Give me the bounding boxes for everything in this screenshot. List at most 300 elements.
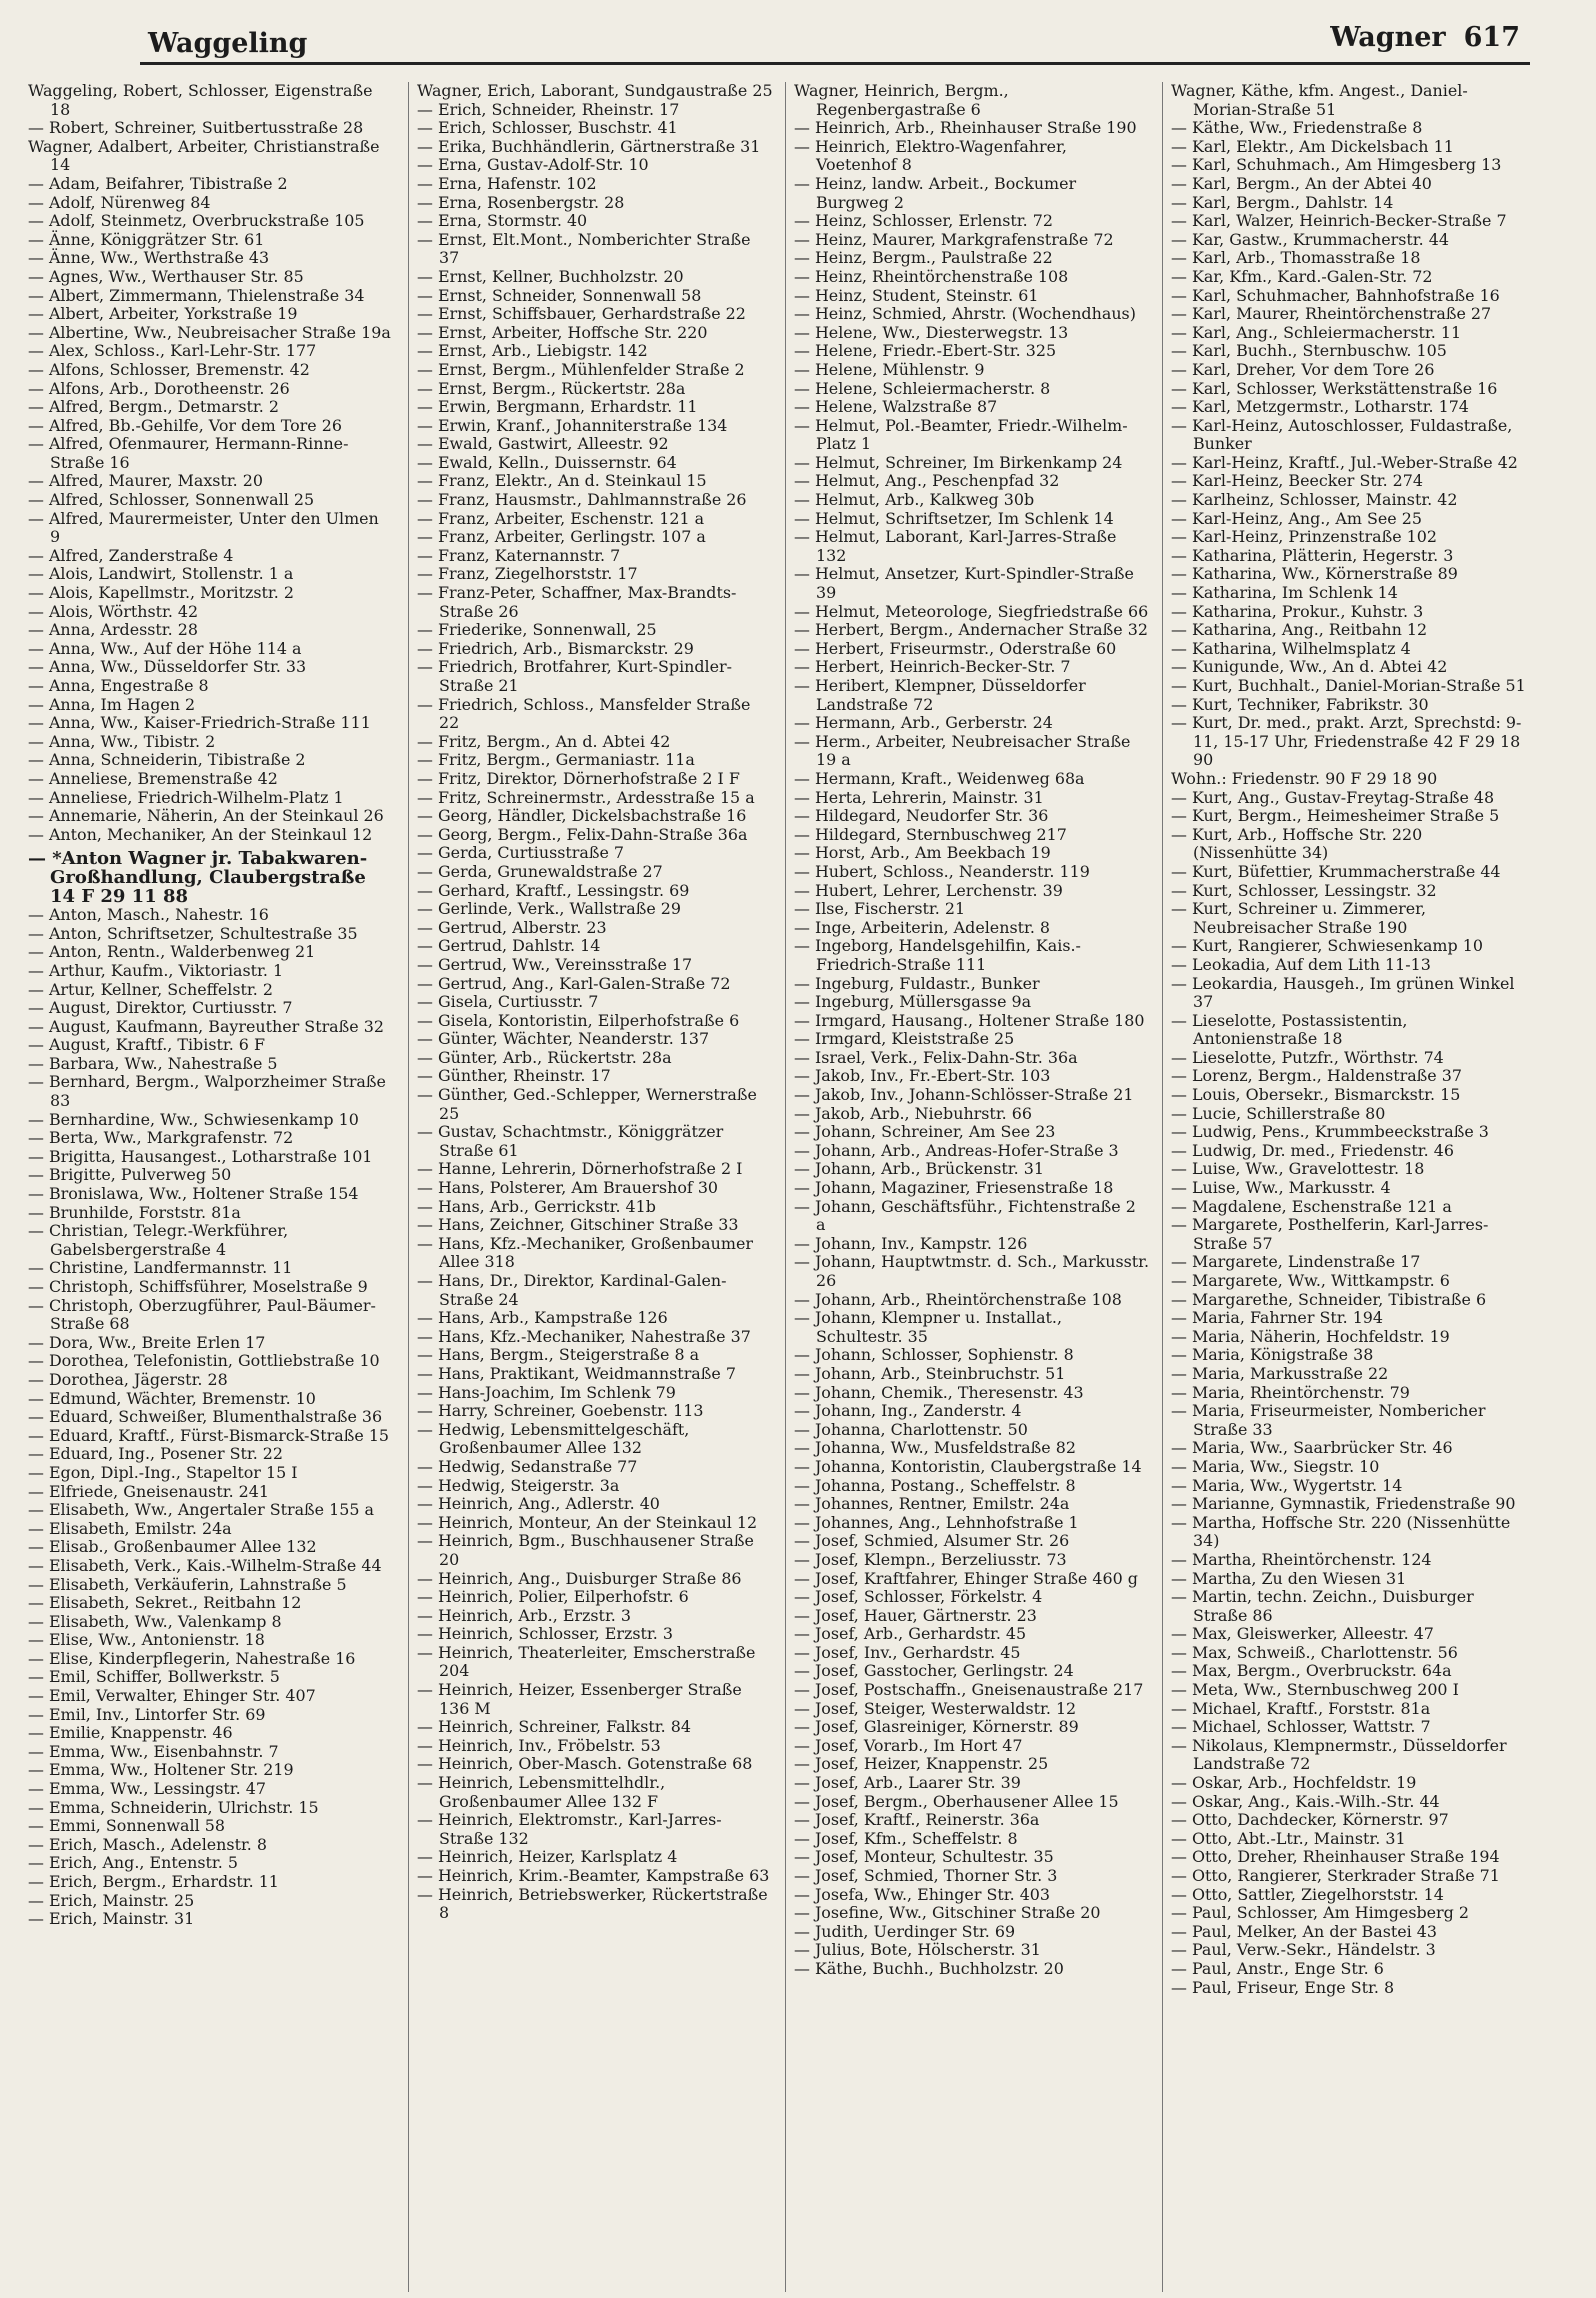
directory-entry: — Josef, Kfm., Scheffelstr. 8 [794,1828,1018,1848]
directory-entry: — Josef, Schmied, Alsumer Str. 26 [794,1531,1070,1551]
directory-entry: — Erwin, Kranf., Johanniterstraße 134 [417,415,728,435]
column-4 [1162,82,1531,2292]
directory-entry: — Alfons, Arb., Dorotheenstr. 26 [28,378,290,398]
directory-entry: — Berta, Ww., Markgrafenstr. 72 [28,1128,294,1148]
directory-entry: — Erich, Schneider, Rheinstr. 17 [417,99,680,119]
directory-entry: — Johannes, Ang., Lehnhofstraße 1 [794,1512,1079,1532]
directory-entry: — Christoph, Oberzugführer, Paul-Bäumer-Straße 68 [28,1295,376,1334]
directory-entry: — Josefa, Ww., Ehinger Str. 403 [794,1884,1051,1904]
directory-entry: — Hans, Zeichner, Gitschiner Straße 33 [417,1215,739,1235]
directory-entry: — Annemarie, Näherin, An der Steinkaul 26 [28,806,384,826]
directory-entry: — Emma, Ww., Lessingstr. 47 [28,1779,266,1799]
directory-entry: — Günther, Rheinstr. 17 [417,1066,611,1086]
directory-entry: — Heinrich, Polier, Eilperhofstr. 6 [417,1587,689,1607]
directory-entry: — Elisab., Großenbaumer Allee 132 [28,1537,317,1557]
directory-entry: — Gustav, Schachtmstr., Königgrätzer Straße 61 [417,1122,724,1160]
directory-entry: — Hans, Bergm., Steigerstraße 8 a [417,1345,700,1365]
directory-entry: — Max, Bergm., Overbruckstr. 64a [1171,1661,1452,1681]
directory-entry: — Emmi, Sonnenwall 58 [28,1816,225,1836]
directory-entry: — Martha, Hoffsche Str. 220 (Nissenhütte 34) [1171,1512,1511,1551]
directory-entry: — Jakob, Inv., Fr.-Ebert-Str. 103 [794,1066,1051,1086]
directory-entry: — Ilse, Fischerstr. 21 [794,899,966,919]
directory-entry: — Anna, Im Hagen 2 [28,694,196,714]
directory-entry: — Herbert, Friseurmstr., Oderstraße 60 [794,638,1117,658]
directory-entry: — Otto, Sattler, Ziegelhorststr. 14 [1171,1884,1444,1904]
directory-entry: — Anneliese, Bremenstraße 42 [28,768,278,788]
directory-entry: — August, Kraftf., Tibistr. 6 F [28,1035,265,1055]
directory-entry: — Georg, Händler, Dickelsbachstraße 16 [417,806,747,826]
directory-entry: — Katharina, Wilhelmsplatz 4 [1171,638,1411,658]
directory-entry: — Leokardia, Hausgeh., Im grünen Winkel 37 [1171,973,1515,1012]
directory-entry: — Josef, Heizer, Knappenstr. 25 [794,1754,1049,1774]
directory-entry: — Ernst, Arb., Liebigstr. 142 [417,341,648,361]
directory-entry: — Israel, Verk., Felix-Dahn-Str. 36a [794,1047,1078,1067]
directory-entry: — Josef, Arb., Gerhardstr. 45 [794,1624,1027,1644]
directory-entry: — Heribert, Klempner, Düsseldorfer Landstraße 72 [794,676,1086,714]
directory-entry: — Albert, Arbeiter, Yorkstraße 19 [28,304,298,324]
directory-entry: — Margarete, Posthelferin, Karl-Jarres-Straße 57 [1171,1215,1489,1253]
directory-entry: — Gertrud, Alberstr. 23 [417,917,607,937]
directory-entry: — Kurt, Schreiner u. Zimmerer, Neubreisacher Straße 190 [1171,899,1427,937]
directory-entry: — Maria, Näherin, Hochfeldstr. 19 [1171,1326,1450,1346]
directory-entry: — Gerda, Curtiusstraße 7 [417,843,625,863]
directory-entry: — Maria, Ww., Wygertstr. 14 [1171,1475,1403,1495]
directory-entry: — Johann, Arb., Rheintörchenstraße 108 [794,1289,1122,1309]
directory-entry: — Hans, Kfz.-Mechaniker, Nahestraße 37 [417,1326,751,1346]
directory-entry: — Karl, Walzer, Heinrich-Becker-Straße 7 [1171,211,1507,231]
directory-entry: — Johann, Chemik., Theresenstr. 43 [794,1382,1084,1402]
directory-entry: — Josef, Vorarb., Im Hort 47 [794,1735,1023,1755]
directory-entry: — Elise, Kinderpflegerin, Nahestraße 16 [28,1648,356,1668]
directory-entry: — Helmut, Ansetzer, Kurt-Spindler-Straße 39 [794,564,1134,603]
directory-entry: — Johann, Magaziner, Friesenstraße 18 [794,1178,1114,1198]
directory-entry: — Hermann, Arb., Gerberstr. 24 [794,713,1053,733]
directory-entry: — Otto, Dreher, Rheinhauser Straße 194 [1171,1847,1500,1867]
directory-entry: — Margarete, Ww., Wittkampstr. 6 [1171,1271,1450,1290]
directory-entry: — Ewald, Kelln., Duissernstr. 64 [417,452,677,472]
directory-entry: — Brigitte, Pulverweg 50 [28,1165,232,1185]
directory-entry: — Johann, Geschäftsführ., Fichtenstraße 2 a [794,1196,1136,1235]
directory-entry: — Karl, Ang., Schleiermacherstr. 11 [1171,322,1462,342]
directory-entry: — Franz, Arbeiter, Eschenstr. 121 a [417,508,705,528]
directory-entry: — Anton, Schriftsetzer, Schultestraße 35 [28,923,358,943]
directory-entry: — Kar, Kfm., Kard.-Galen-Str. 72 [1171,266,1433,286]
directory-entry: — Dorothea, Telefonistin, Gottliebstraße 10 [28,1351,380,1371]
directory-entry: — Fritz, Bergm., An d. Abtei 42 [417,731,671,751]
directory-entry: — Heinrich, Elektro-Wagenfahrer, Voetenhof 8 [794,136,1067,175]
directory-entry: — Emma, Schneiderin, Ulrichstr. 15 [28,1797,319,1817]
directory-entry: — Heinz, Student, Steinstr. 61 [794,285,1039,305]
directory-entry: — Helene, Ww., Diesterwegstr. 13 [794,322,1069,342]
directory-entry: — Erika, Buchhändlerin, Gärtnerstraße 31 [417,136,761,156]
directory-entry: — Luise, Ww., Markusstr. 4 [1171,1178,1391,1198]
directory-entry: — Ingeborg, Handelsgehilfin, Kais.-Friedrich-Straße 111 [794,936,1081,974]
directory-entry: — Max, Gleiswerker, Alleestr. 47 [1171,1624,1434,1644]
directory-entry: — Michael, Kraftf., Forststr. 81a [1171,1698,1431,1718]
directory-entry: — Maria, Friseurmeister, Nombericher Straße 33 [1171,1401,1486,1439]
directory-entry: — Erna, Hafenstr. 102 [417,173,597,193]
directory-entry: — Hans, Praktikant, Weidmannstraße 7 [417,1363,736,1383]
directory-entry: — Heinrich, Heizer, Karlsplatz 4 [417,1847,678,1867]
directory-entry: — Ewald, Gastwirt, Alleestr. 92 [417,434,669,454]
directory-entry: — Johanna, Ww., Musfeldstraße 82 [794,1438,1076,1458]
directory-entry: — Helmut, Schreiner, Im Birkenkamp 24 [794,452,1123,472]
directory-entry: — Hans, Polsterer, Am Brauershof 30 [417,1178,719,1198]
directory-entry: — Hermann, Kraft., Weidenweg 68a [794,768,1085,788]
directory-entry: — Paul, Melker, An der Bastei 43 [1171,1921,1437,1941]
directory-entry: — Emil, Schiffer, Bollwerkstr. 5 [28,1667,280,1687]
directory-entry: — Hans, Kfz.-Mechaniker, Großenbaumer Allee 318 [417,1233,753,1272]
directory-entry: — Dorothea, Jägerstr. 28 [28,1369,228,1389]
directory-entry: — Kurt, Bergm., Heimesheimer Straße 5 [1171,806,1500,826]
directory-entry: Wagner, Käthe, kfm. Angest., Daniel-Morian-Straße 51 [1171,82,1468,119]
directory-entry: — Josef, Schlosser, Förkelstr. 4 [794,1587,1043,1607]
directory-entry: — Hubert, Lehrer, Lerchenstr. 39 [794,880,1063,900]
header-right [1330,22,1520,53]
directory-entry: — Ludwig, Pens., Krummbeeckstraße 3 [1171,1122,1489,1142]
directory-entry: — Heinrich, Lebensmittelhdlr., Großenbaumer Allee 132 F [417,1773,666,1811]
directory-entry: — Ernst, Arbeiter, Hoffsche Str. 220 [417,322,708,342]
directory-entry: — Johannes, Rentner, Emilstr. 24a [794,1494,1070,1514]
directory-entry: — Anneliese, Friedrich-Wilhelm-Platz 1 [28,787,344,807]
directory-entry: — Kurt, Büfettier, Krummacherstraße 44 [1171,861,1501,881]
directory-entry: — Gerda, Grunewaldstraße 27 [417,861,663,881]
directory-entry: — Katharina, Ang., Reitbahn 12 [1171,620,1428,640]
directory-entry: — Martha, Rheintörchenstr. 124 [1171,1549,1432,1569]
directory-entry: — Anna, Ww., Tibistr. 2 [28,731,216,751]
directory-entry: — Fritz, Direktor, Dörnerhofstraße 2 I F [417,768,740,788]
directory-entry: — Helmut, Arb., Kalkweg 30b [794,490,1035,510]
directory-entry: — Artur, Kellner, Scheffelstr. 2 [28,979,273,999]
directory-entry: — Edmund, Wächter, Bremenstr. 10 [28,1388,316,1408]
page-header [140,22,1530,65]
directory-entry: — Karl, Metzgermstr., Lotharstr. 174 [1171,397,1469,417]
directory-entry: — Änne, Ww., Werthstraße 43 [28,248,270,268]
directory-entry: — Johanna, Charlottenstr. 50 [794,1419,1028,1439]
directory-entry: — Erich, Ang., Entenstr. 5 [28,1853,238,1873]
directory-entry: — Erich, Masch., Adelenstr. 8 [28,1834,268,1854]
directory-entry: — Gerhard, Kraftf., Lessingstr. 69 [417,880,690,900]
directory-entry: — Julius, Bote, Hölscherstr. 31 [794,1940,1041,1960]
directory-entry: — Emil, Inv., Lintorfer Str. 69 [28,1704,266,1724]
directory-entry: — Paul, Verw.-Sekr., Händelstr. 3 [1171,1940,1436,1960]
directory-entry: — Hans-Joachim, Im Schlenk 79 [417,1382,676,1402]
directory-entry: — Emma, Ww., Holtener Str. 219 [28,1760,294,1780]
directory-entry: — Alfred, Bergm., Detmarstr. 2 [28,397,279,417]
directory-entry: — Horst, Arb., Am Beekbach 19 [794,843,1051,863]
directory-entry: — Gertrud, Ang., Karl-Galen-Straße 72 [417,973,731,993]
directory-entry: — Karl, Maurer, Rheintörchenstraße 27 [1171,304,1492,324]
directory-entry: — Heinrich, Monteur, An der Steinkaul 12 [417,1512,758,1532]
directory-entry: — Karl, Schuhmach., Am Himgesberg 13 [1171,155,1502,175]
directory-entry: — Anna, Engestraße 8 [28,676,209,695]
directory-entry: — Christoph, Schiffsführer, Moselstraße 9 [28,1277,368,1296]
directory-entry: — Maria, Ww., Saarbrücker Str. 46 [1171,1438,1453,1458]
directory-entry: — Heinrich, Ang., Adlerstr. 40 [417,1494,660,1514]
directory-entry: — Michael, Schlosser, Wattstr. 7 [1171,1717,1431,1737]
directory-entry: — Anton, Masch., Nahestr. 16 [28,905,269,925]
directory-entry: — Franz-Peter, Schaffner, Max-Brandts-Straße 26 [417,583,737,621]
directory-columns [28,82,1558,2292]
directory-entry: — Marianne, Gymnastik, Friedenstraße 90 [1171,1494,1516,1514]
directory-entry: — Judith, Uerdinger Str. 69 [794,1921,1016,1941]
directory-entry: — Helene, Friedr.-Ebert-Str. 325 [794,341,1057,361]
directory-entry: — Agnes, Ww., Werthauser Str. 85 [28,266,304,286]
directory-entry: — Kurt, Arb., Hoffsche Str. 220 (Nissenhütte 34) [1171,824,1423,863]
directory-entry: — Nikolaus, Klempnermstr., Düsseldorfer Landstraße 72 [1171,1735,1507,1774]
directory-entry: — Alfred, Maurermeister, Unter den Ulmen 9 [28,508,379,547]
directory-entry: — Gisela, Kontoristin, Eilperhofstraße 6 [417,1010,740,1030]
directory-entry: — Emma, Ww., Eisenbahnstr. 7 [28,1741,279,1761]
directory-entry: — Josef, Kraftfahrer, Ehinger Straße 460 g [794,1568,1138,1588]
directory-entry: — Harry, Schreiner, Goebenstr. 113 [417,1401,704,1421]
directory-entry: Wohn.: Friedenstr. 90 F 29 18 90 [1171,768,1438,788]
directory-entry: — Lieselotte, Putzfr., Wörthstr. 74 [1171,1047,1444,1067]
directory-entry: — Hubert, Schloss., Neanderstr. 119 [794,861,1090,881]
directory-entry: — Erich, Schlosser, Buschstr. 41 [417,118,678,138]
directory-entry: — Christine, Landfermannstr. 11 [28,1258,293,1278]
directory-entry: — Elfriede, Gneisenaustr. 241 [28,1481,270,1501]
directory-entry: — Alois, Wörthstr. 42 [28,601,199,621]
directory-entry: — Elisabeth, Ww., Valenkamp 8 [28,1611,282,1631]
directory-entry: — Friedrich, Arb., Bismarckstr. 29 [417,638,694,658]
directory-entry: — Kurt, Rangierer, Schwiesenkamp 10 [1171,936,1483,956]
directory-entry: — Oskar, Ang., Kais.-Wilh.-Str. 44 [1171,1791,1440,1811]
directory-entry: — Erna, Stormstr. 40 [417,211,588,231]
directory-entry: — Josef, Steiger, Westerwaldstr. 12 [794,1698,1077,1718]
directory-entry: — Karl-Heinz, Ang., Am See 25 [1171,508,1422,528]
directory-entry: Waggeling, Robert, Schlosser, Eigenstraße 18 [28,82,373,119]
directory-entry: — Magdalene, Eschenstraße 121 a [1171,1196,1452,1216]
directory-entry: — Heinz, Schlosser, Erlenstr. 72 [794,211,1053,231]
directory-entry: — Käthe, Buchh., Buchholzstr. 20 [794,1958,1064,1978]
directory-entry: — Hedwig, Lebensmittelgeschäft, Großenbaumer Allee 132 [417,1419,690,1458]
directory-entry: — Arthur, Kaufm., Viktoriastr. 1 [28,960,284,980]
directory-entry: — Josefine, Ww., Gitschiner Straße 20 [794,1903,1101,1923]
directory-entry: — Johann, Arb., Steinbruchstr. 51 [794,1363,1066,1383]
directory-entry: — Heinrich, Theaterleiter, Emscherstraße 204 [417,1642,756,1681]
directory-entry: — Herm., Arbeiter, Neubreisacher Straße 19 a [794,731,1131,770]
directory-entry: Wagner, Adalbert, Arbeiter, Christianstraße 14 [28,136,380,175]
directory-entry: — Helmut, Schriftsetzer, Im Schlenk 14 [794,508,1114,528]
directory-entry: — Karlheinz, Schlosser, Mainstr. 42 [1171,490,1458,510]
directory-entry: — Johann, Schreiner, Am See 23 [794,1122,1056,1142]
directory-entry: — Barbara, Ww., Nahestraße 5 [28,1053,278,1073]
directory-entry: — Lorenz, Bergm., Haldenstraße 37 [1171,1066,1462,1086]
directory-entry: — Karl, Buchh., Sternbuschw. 105 [1171,341,1447,361]
directory-entry: — Elisabeth, Sekret., Reitbahn 12 [28,1593,302,1613]
directory-entry: — Heinrich, Betriebswerker, Rückertstraße 8 [417,1884,768,1923]
directory-entry: — Karl, Dreher, Vor dem Tore 26 [1171,359,1435,379]
directory-entry: — Anna, Ardesstr. 28 [28,620,198,640]
directory-entry: — Alex, Schloss., Karl-Lehr-Str. 177 [28,341,317,361]
directory-entry: — Heinz, landw. Arbeit., Bockumer Burgweg 2 [794,173,1077,212]
directory-entry: — Hildegard, Sternbuschweg 217 [794,824,1067,844]
directory-entry: — Heinrich, Ang., Duisburger Straße 86 [417,1568,742,1588]
directory-entry: — Ernst, Bergm., Mühlenfelder Straße 2 [417,359,745,379]
directory-entry: — Karl-Heinz, Kraftf., Jul.-Weber-Straße 42 [1171,452,1518,472]
directory-entry: — Helmut, Laborant, Karl-Jarres-Straße 132 [794,527,1117,565]
directory-entry: — Hans, Arb., Gerrickstr. 41b [417,1196,656,1216]
directory-entry: — Josef, Inv., Gerhardstr. 45 [794,1642,1021,1662]
directory-entry: — Alfred, Ofenmaurer, Hermann-Rinne-Straße 16 [28,434,349,472]
directory-entry: — Anton, Mechaniker, An der Steinkaul 12 [28,824,373,844]
directory-entry: — Jakob, Arb., Niebuhrstr. 66 [794,1103,1032,1123]
directory-entry: — Hedwig, Steigerstr. 3a [417,1475,620,1495]
directory-entry: — Gisela, Curtiusstr. 7 [417,992,599,1012]
directory-entry: — Ingeburg, Müllersgasse 9a [794,992,1032,1012]
directory-entry: — Heinz, Bergm., Paulstraße 22 [794,248,1053,268]
directory-entry: — Paul, Schlosser, Am Himgesberg 2 [1171,1903,1469,1923]
directory-entry: — Herbert, Bergm., Andernacher Straße 32 [794,620,1148,640]
directory-entry: — Erwin, Bergmann, Erhardstr. 11 [417,397,698,417]
directory-entry: — Ernst, Elt.Mont., Nomberichter Straße 37 [417,229,751,268]
directory-entry: — Karl, Schlosser, Werkstättenstraße 16 [1171,378,1498,398]
header-right-keyword: Wagner [1330,22,1446,53]
directory-entry: — Heinrich, Ober-Masch. Gotenstraße 68 [417,1754,753,1774]
directory-entry: — Fritz, Bergm., Germaniastr. 11a [417,750,695,770]
directory-entry: — Josef, Klempn., Berzeliusstr. 73 [794,1549,1067,1569]
directory-entry: — Elisabeth, Verk., Kais.-Wilhelm-Straße 44 [28,1555,382,1575]
directory-entry: — Günter, Arb., Rückertstr. 28a [417,1047,672,1067]
directory-entry: — Oskar, Arb., Hochfeldstr. 19 [1171,1773,1417,1793]
directory-entry: — Anna, Ww., Auf der Höhe 114 a [28,638,302,658]
directory-entry: — Heinrich, Bgm., Buschhausener Straße 20 [417,1531,754,1569]
directory-entry: — Josef, Kraftf., Reinerstr. 36a [794,1810,1040,1830]
directory-entry: — Eduard, Schweißer, Blumenthalstraße 36 [28,1407,383,1427]
directory-entry: — Herbert, Heinrich-Becker-Str. 7 [794,657,1071,677]
directory-entry: — Johann, Inv., Kampstr. 126 [794,1233,1028,1253]
directory-entry: — Heinrich, Schreiner, Falkstr. 84 [417,1717,691,1737]
header-left-keyword: Waggeling [148,28,308,59]
directory-entry: — Martha, Zu den Wiesen 31 [1171,1568,1407,1588]
directory-entry: — Anna, Schneiderin, Tibistraße 2 [28,750,306,770]
directory-entry: — Kurt, Ang., Gustav-Freytag-Straße 48 [1171,787,1495,807]
directory-entry: — Katharina, Im Schlenk 14 [1171,583,1398,603]
directory-entry: — Otto, Dachdecker, Körnerstr. 97 [1171,1810,1449,1830]
directory-entry: — Irmgard, Kleiststraße 25 [794,1029,1015,1049]
directory-entry: — Maria, Markusstraße 22 [1171,1363,1389,1383]
directory-entry: — Erich, Mainstr. 31 [28,1909,195,1929]
directory-entry: — Adam, Beifahrer, Tibistraße 2 [28,173,288,193]
directory-entry: — Bernhard, Bergm., Walporzheimer Straße 83 [28,1072,386,1111]
directory-entry: — Hans, Arb., Kampstraße 126 [417,1308,668,1328]
directory-entry: — Josef, Monteur, Schultestr. 35 [794,1847,1054,1867]
directory-entry: — Heinrich, Schlosser, Erzstr. 3 [417,1624,673,1644]
directory-entry: — Friederike, Sonnenwall, 25 [417,620,657,640]
directory-entry: Wagner, Heinrich, Bergm., Regenbergastraße 6 [794,82,1009,119]
directory-entry: — Louis, Obersekr., Bismarckstr. 15 [1171,1085,1461,1105]
directory-entry: — Erich, Mainstr. 25 [28,1890,195,1910]
directory-entry: — Erna, Gustav-Adolf-Str. 10 [417,155,649,175]
column-1 [28,82,392,2292]
directory-entry: — Günter, Wächter, Neanderstr. 137 [417,1029,710,1049]
directory-entry: — Helene, Schleiermacherstr. 8 [794,378,1051,398]
directory-entry: — *Anton Wagner jr. Tabakwaren-Großhandlung, Claubergstraße 14 F 29 11 88 [28,848,368,907]
directory-entry: — Lucie, Schillerstraße 80 [1171,1103,1386,1123]
directory-entry: — Elise, Ww., Antonienstr. 18 [28,1630,265,1650]
directory-entry: — Elisabeth, Ww., Angertaler Straße 155 a [28,1500,374,1520]
directory-entry: — Helmut, Pol.-Beamter, Friedr.-Wilhelm-Platz 1 [794,415,1128,454]
directory-entry: — Margarethe, Schneider, Tibistraße 6 [1171,1289,1487,1309]
directory-entry: — Fritz, Schreinermstr., Ardesstraße 15 a [417,787,755,807]
directory-entry: — Johann, Schlosser, Sophienstr. 8 [794,1345,1074,1365]
directory-entry: — Alfred, Maurer, Maxstr. 20 [28,471,264,491]
directory-entry: — Johann, Hauptwtmstr. d. Sch., Markusstr. 26 [794,1252,1150,1290]
directory-entry: — Kurt, Schlosser, Lessingstr. 32 [1171,880,1437,900]
directory-entry: — Adolf, Nürenweg 84 [28,192,211,212]
directory-entry: — Martin, techn. Zeichn., Duisburger Straße 86 [1171,1587,1474,1625]
directory-entry: — Johann, Arb., Andreas-Hofer-Straße 3 [794,1140,1119,1160]
directory-entry: — Karl, Bergm., An der Abtei 40 [1171,173,1432,193]
directory-entry: — Friedrich, Brotfahrer, Kurt-Spindler-Straße 21 [417,657,733,695]
directory-entry: — Anna, Ww., Kaiser-Friedrich-Straße 111 [28,713,371,733]
directory-entry: Wagner, Erich, Laborant, Sundgaustraße 25 [417,82,773,100]
directory-entry: — Hans, Dr., Direktor, Kardinal-Galen-Straße 24 [417,1271,727,1309]
directory-entry: — Hanne, Lehrerin, Dörnerhofstraße 2 I [417,1159,743,1179]
directory-entry: — Ingeburg, Fuldastr., Bunker [794,973,1040,993]
directory-entry: — Helene, Walzstraße 87 [794,397,998,417]
directory-entry: — Otto, Abt.-Ltr., Mainstr. 31 [1171,1828,1406,1848]
directory-entry: — Eduard, Kraftf., Fürst-Bismarck-Straße 15 [28,1425,390,1445]
directory-entry: — Karl, Schuhmacher, Bahnhofstraße 16 [1171,285,1500,305]
directory-entry: — Georg, Bergm., Felix-Dahn-Straße 36a [417,824,748,844]
directory-entry: — Heinrich, Arb., Rheinhauser Straße 190 [794,118,1137,138]
directory-entry: — Meta, Ww., Sternbuschweg 200 I [1171,1680,1459,1700]
directory-entry: — Margarete, Lindenstraße 17 [1171,1252,1421,1272]
directory-entry: — August, Kaufmann, Bayreuther Straße 32 [28,1016,384,1036]
directory-entry: — Heinz, Maurer, Markgrafenstraße 72 [794,229,1114,249]
directory-entry: — Otto, Rangierer, Sterkrader Straße 71 [1171,1866,1500,1885]
directory-entry: — Karl, Arb., Thomasstraße 18 [1171,248,1421,268]
directory-entry: — Bronislawa, Ww., Holtener Straße 154 [28,1184,359,1204]
page-number: 617 [1463,22,1520,53]
directory-entry: — Kunigunde, Ww., An d. Abtei 42 [1171,657,1448,677]
directory-entry: — Paul, Friseur, Enge Str. 8 [1171,1977,1395,1997]
directory-entry: — Franz, Elektr., An d. Steinkaul 15 [417,471,707,491]
directory-entry: — Heinz, Schmied, Ahrstr. (Wochendhaus) [794,304,1136,324]
directory-entry: — Helene, Mühlenstr. 9 [794,359,985,379]
directory-entry: — Katharina, Prokur., Kuhstr. 3 [1171,601,1424,621]
directory-entry: — Maria, Ww., Siegstr. 10 [1171,1456,1380,1476]
directory-entry: — Anna, Ww., Düsseldorfer Str. 33 [28,657,307,677]
directory-entry: — Günther, Ged.-Schlepper, Wernerstraße 25 [417,1085,757,1123]
directory-entry: — Luise, Ww., Gravelottestr. 18 [1171,1159,1425,1179]
directory-entry: — Jakob, Inv., Johann-Schlösser-Straße 21 [794,1085,1134,1105]
directory-entry: — Helmut, Meteorologe, Siegfriedstraße 66 [794,601,1149,621]
directory-entry: — Maria, Rheintörchenstr. 79 [1171,1382,1410,1402]
directory-entry: — Hedwig, Sedanstraße 77 [417,1456,638,1476]
directory-entry: — Max, Schweiß., Charlottenstr. 56 [1171,1642,1458,1662]
column-3 [785,82,1150,2292]
directory-entry: — Heinrich, Inv., Fröbelstr. 53 [417,1735,661,1755]
directory-entry: — Emilie, Knappenstr. 46 [28,1723,233,1743]
directory-entry: — Heinrich, Heizer, Essenberger Straße 136 M [417,1680,742,1718]
directory-entry: — Inge, Arbeiterin, Adelenstr. 8 [794,917,1051,937]
directory-entry: — Gertrud, Dahlstr. 14 [417,936,601,956]
directory-entry: — Katharina, Ww., Körnerstraße 89 [1171,564,1458,584]
directory-entry: — Franz, Katernannstr. 7 [417,545,621,565]
directory-entry: — Maria, Fahrner Str. 194 [1171,1308,1384,1328]
directory-entry: — Maria, Königstraße 38 [1171,1345,1374,1365]
directory-entry: — Josef, Glasreiniger, Körnerstr. 89 [794,1717,1079,1737]
directory-entry: — Karl, Bergm., Dahlstr. 14 [1171,192,1394,212]
directory-entry: — Alfred, Schlosser, Sonnenwall 25 [28,490,315,510]
directory-entry: — Alois, Landwirt, Stollenstr. 1 a [28,564,294,584]
directory-entry: — Josef, Arb., Laarer Str. 39 [794,1773,1021,1793]
directory-entry: — Herta, Lehrerin, Mainstr. 31 [794,787,1044,807]
directory-entry: — Johann, Arb., Brückenstr. 31 [794,1159,1044,1179]
